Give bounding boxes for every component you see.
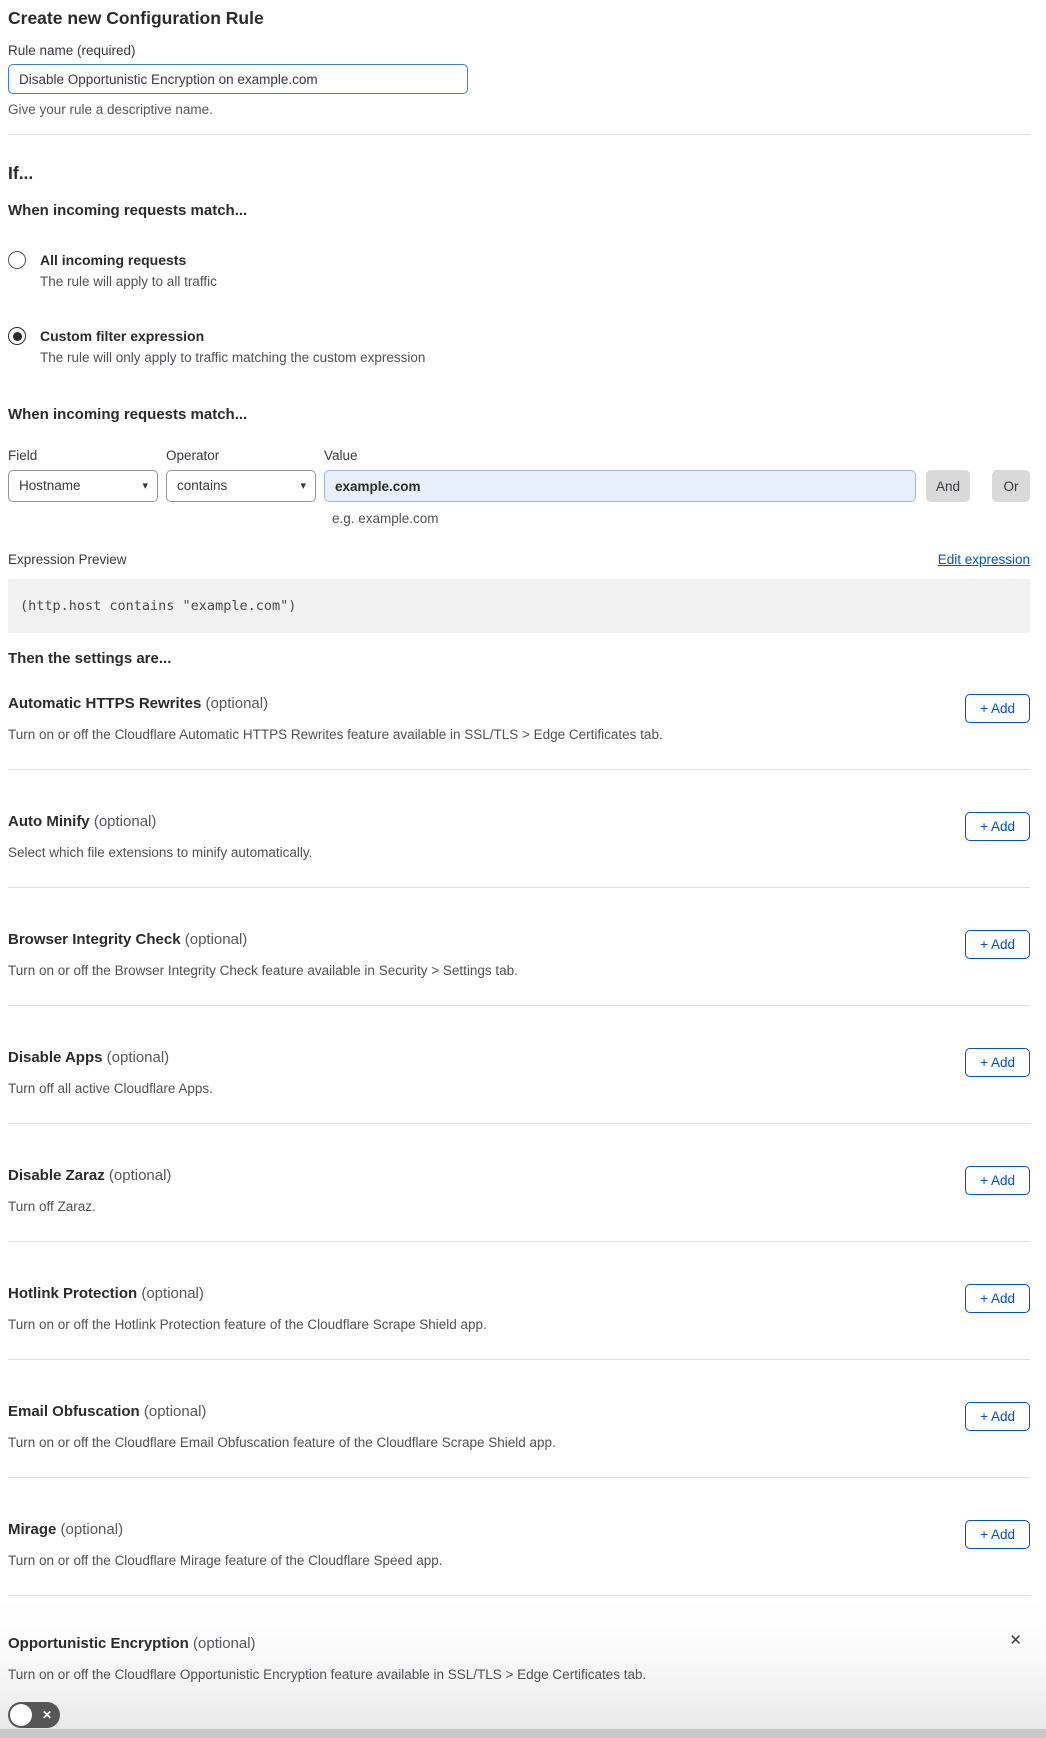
toggle-knob[interactable] [10, 1704, 32, 1726]
rule-name-label: Rule name (required) [8, 43, 136, 58]
edit-expression-link[interactable]: Edit expression [937, 552, 1030, 567]
field-select-value: Hostname [19, 478, 81, 493]
optional-tag: (optional) [108, 1167, 172, 1184]
setting-description: Turn off Zaraz. [8, 1199, 96, 1214]
setting-name: Opportunistic Encryption [8, 1635, 189, 1652]
toggle-off-x-icon: ✕ [41, 1708, 52, 1722]
setting-description: Turn off all active Cloudflare Apps. [8, 1081, 213, 1096]
add-button[interactable]: + Add [965, 1284, 1030, 1313]
page-title: Create new Configuration Rule [8, 8, 264, 28]
setting-description: Turn on or off the Cloudflare Email Obfuscation feature of the Cloudflare Scrape Shield app. [8, 1435, 556, 1450]
value-input[interactable] [324, 470, 916, 502]
add-button[interactable]: + Add [965, 1520, 1030, 1549]
radio-label: All incoming requests [40, 252, 187, 268]
if-heading: If... [8, 163, 34, 183]
setting-name: Auto Minify [8, 813, 90, 830]
setting-description: Turn on or off the Browser Integrity Check feature available in Security > Settings tab. [8, 963, 518, 978]
setting-name: Automatic HTTPS Rewrites [8, 695, 202, 712]
builder-column-labels [8, 447, 1030, 464]
optional-tag: (optional) [106, 1049, 170, 1066]
setting-name: Disable Zaraz [8, 1167, 105, 1184]
setting-disable-zaraz [8, 1124, 1030, 1242]
expression-preview-header [8, 551, 1030, 569]
optional-tag: (optional) [141, 1285, 204, 1302]
setting-description: Turn on or off the Hotlink Protection feature of the Cloudflare Scrape Shield app. [8, 1317, 487, 1332]
operator-select[interactable] [166, 470, 316, 502]
setting-name: Disable Apps [8, 1049, 103, 1066]
radio-all-incoming-requests[interactable] [8, 251, 1030, 291]
then-heading: Then the settings are... [8, 650, 172, 667]
setting-title [8, 1166, 1030, 1186]
chevron-down-icon: ▾ [300, 480, 306, 492]
radio-label: Custom filter expression [40, 328, 205, 344]
radio-icon-selected[interactable] [8, 327, 26, 345]
setting-description: Turn on or off the Cloudflare Automatic HTTPS Rewrites feature available in SSL/TLS > Edge Certificates tab. [8, 727, 663, 742]
value-label: Value [324, 448, 358, 463]
setting-title [8, 1402, 1030, 1422]
add-button[interactable]: + Add [965, 1166, 1030, 1195]
close-icon[interactable]: ✕ [1009, 1632, 1022, 1649]
value-hint: e.g. example.com [332, 511, 439, 526]
setting-browser-integrity-check [8, 888, 1030, 1006]
optional-tag: (optional) [143, 1403, 207, 1420]
setting-title [8, 1048, 1030, 1068]
optional-tag: (optional) [60, 1521, 124, 1538]
setting-name: Mirage [8, 1521, 57, 1538]
add-button[interactable]: + Add [965, 1402, 1030, 1431]
operator-select-value: contains [177, 478, 228, 493]
setting-automatic-https-rewrites [8, 669, 1030, 770]
chevron-down-icon: ▾ [142, 480, 148, 492]
radio-description: The rule will only apply to traffic matching the custom expression [40, 350, 426, 365]
add-button[interactable]: + Add [965, 812, 1030, 841]
radio-custom-filter-expression[interactable] [8, 327, 1030, 367]
setting-description: Select which file extensions to minify automatically. [8, 845, 313, 860]
builder-heading: When incoming requests match... [8, 406, 248, 423]
setting-name: Email Obfuscation [8, 1403, 140, 1420]
setting-title [8, 930, 1030, 950]
or-button[interactable]: Or [992, 470, 1030, 502]
optional-tag: (optional) [184, 931, 248, 948]
optional-tag: (optional) [93, 813, 157, 830]
optional-tag: (optional) [193, 1635, 256, 1652]
setting-description: Turn on or off the Cloudflare Mirage feature of the Cloudflare Speed app. [8, 1553, 443, 1568]
operator-label: Operator [166, 448, 220, 463]
add-button[interactable]: + Add [965, 694, 1030, 723]
expression-builder-row [8, 470, 1030, 502]
setting-title [8, 812, 1030, 832]
setting-opportunistic-encryption [0, 1596, 1046, 1729]
setting-name: Hotlink Protection [8, 1285, 138, 1302]
expression-preview-label: Expression Preview [8, 552, 127, 567]
setting-title [8, 1634, 1030, 1654]
setting-hotlink-protection [8, 1242, 1030, 1360]
rule-name-input[interactable] [8, 64, 468, 94]
divider [8, 134, 1030, 135]
match-heading: When incoming requests match... [8, 202, 248, 219]
field-select[interactable] [8, 470, 158, 502]
setting-title [8, 1284, 1030, 1304]
setting-auto-minify [8, 770, 1030, 888]
setting-mirage [8, 1478, 1030, 1596]
add-button[interactable]: + Add [965, 930, 1030, 959]
field-label: Field [8, 448, 38, 463]
setting-name: Browser Integrity Check [8, 931, 181, 948]
rule-name-help: Give your rule a descriptive name. [8, 102, 213, 117]
radio-icon[interactable] [8, 251, 26, 269]
setting-title [8, 694, 1030, 714]
expression-preview-code: (http.host contains "example.com") [8, 579, 1030, 633]
setting-email-obfuscation [8, 1360, 1030, 1478]
setting-disable-apps [8, 1006, 1030, 1124]
add-button[interactable]: + Add [965, 1048, 1030, 1077]
radio-description: The rule will apply to all traffic [40, 274, 217, 289]
optional-tag: (optional) [205, 695, 269, 712]
and-button[interactable]: And [926, 470, 970, 502]
setting-title [8, 1520, 1030, 1540]
opportunistic-encryption-toggle[interactable] [8, 1702, 60, 1728]
setting-description: Turn on or off the Cloudflare Opportunistic Encryption feature available in SSL/TLS > Edge Certificates tab. [8, 1667, 647, 1682]
